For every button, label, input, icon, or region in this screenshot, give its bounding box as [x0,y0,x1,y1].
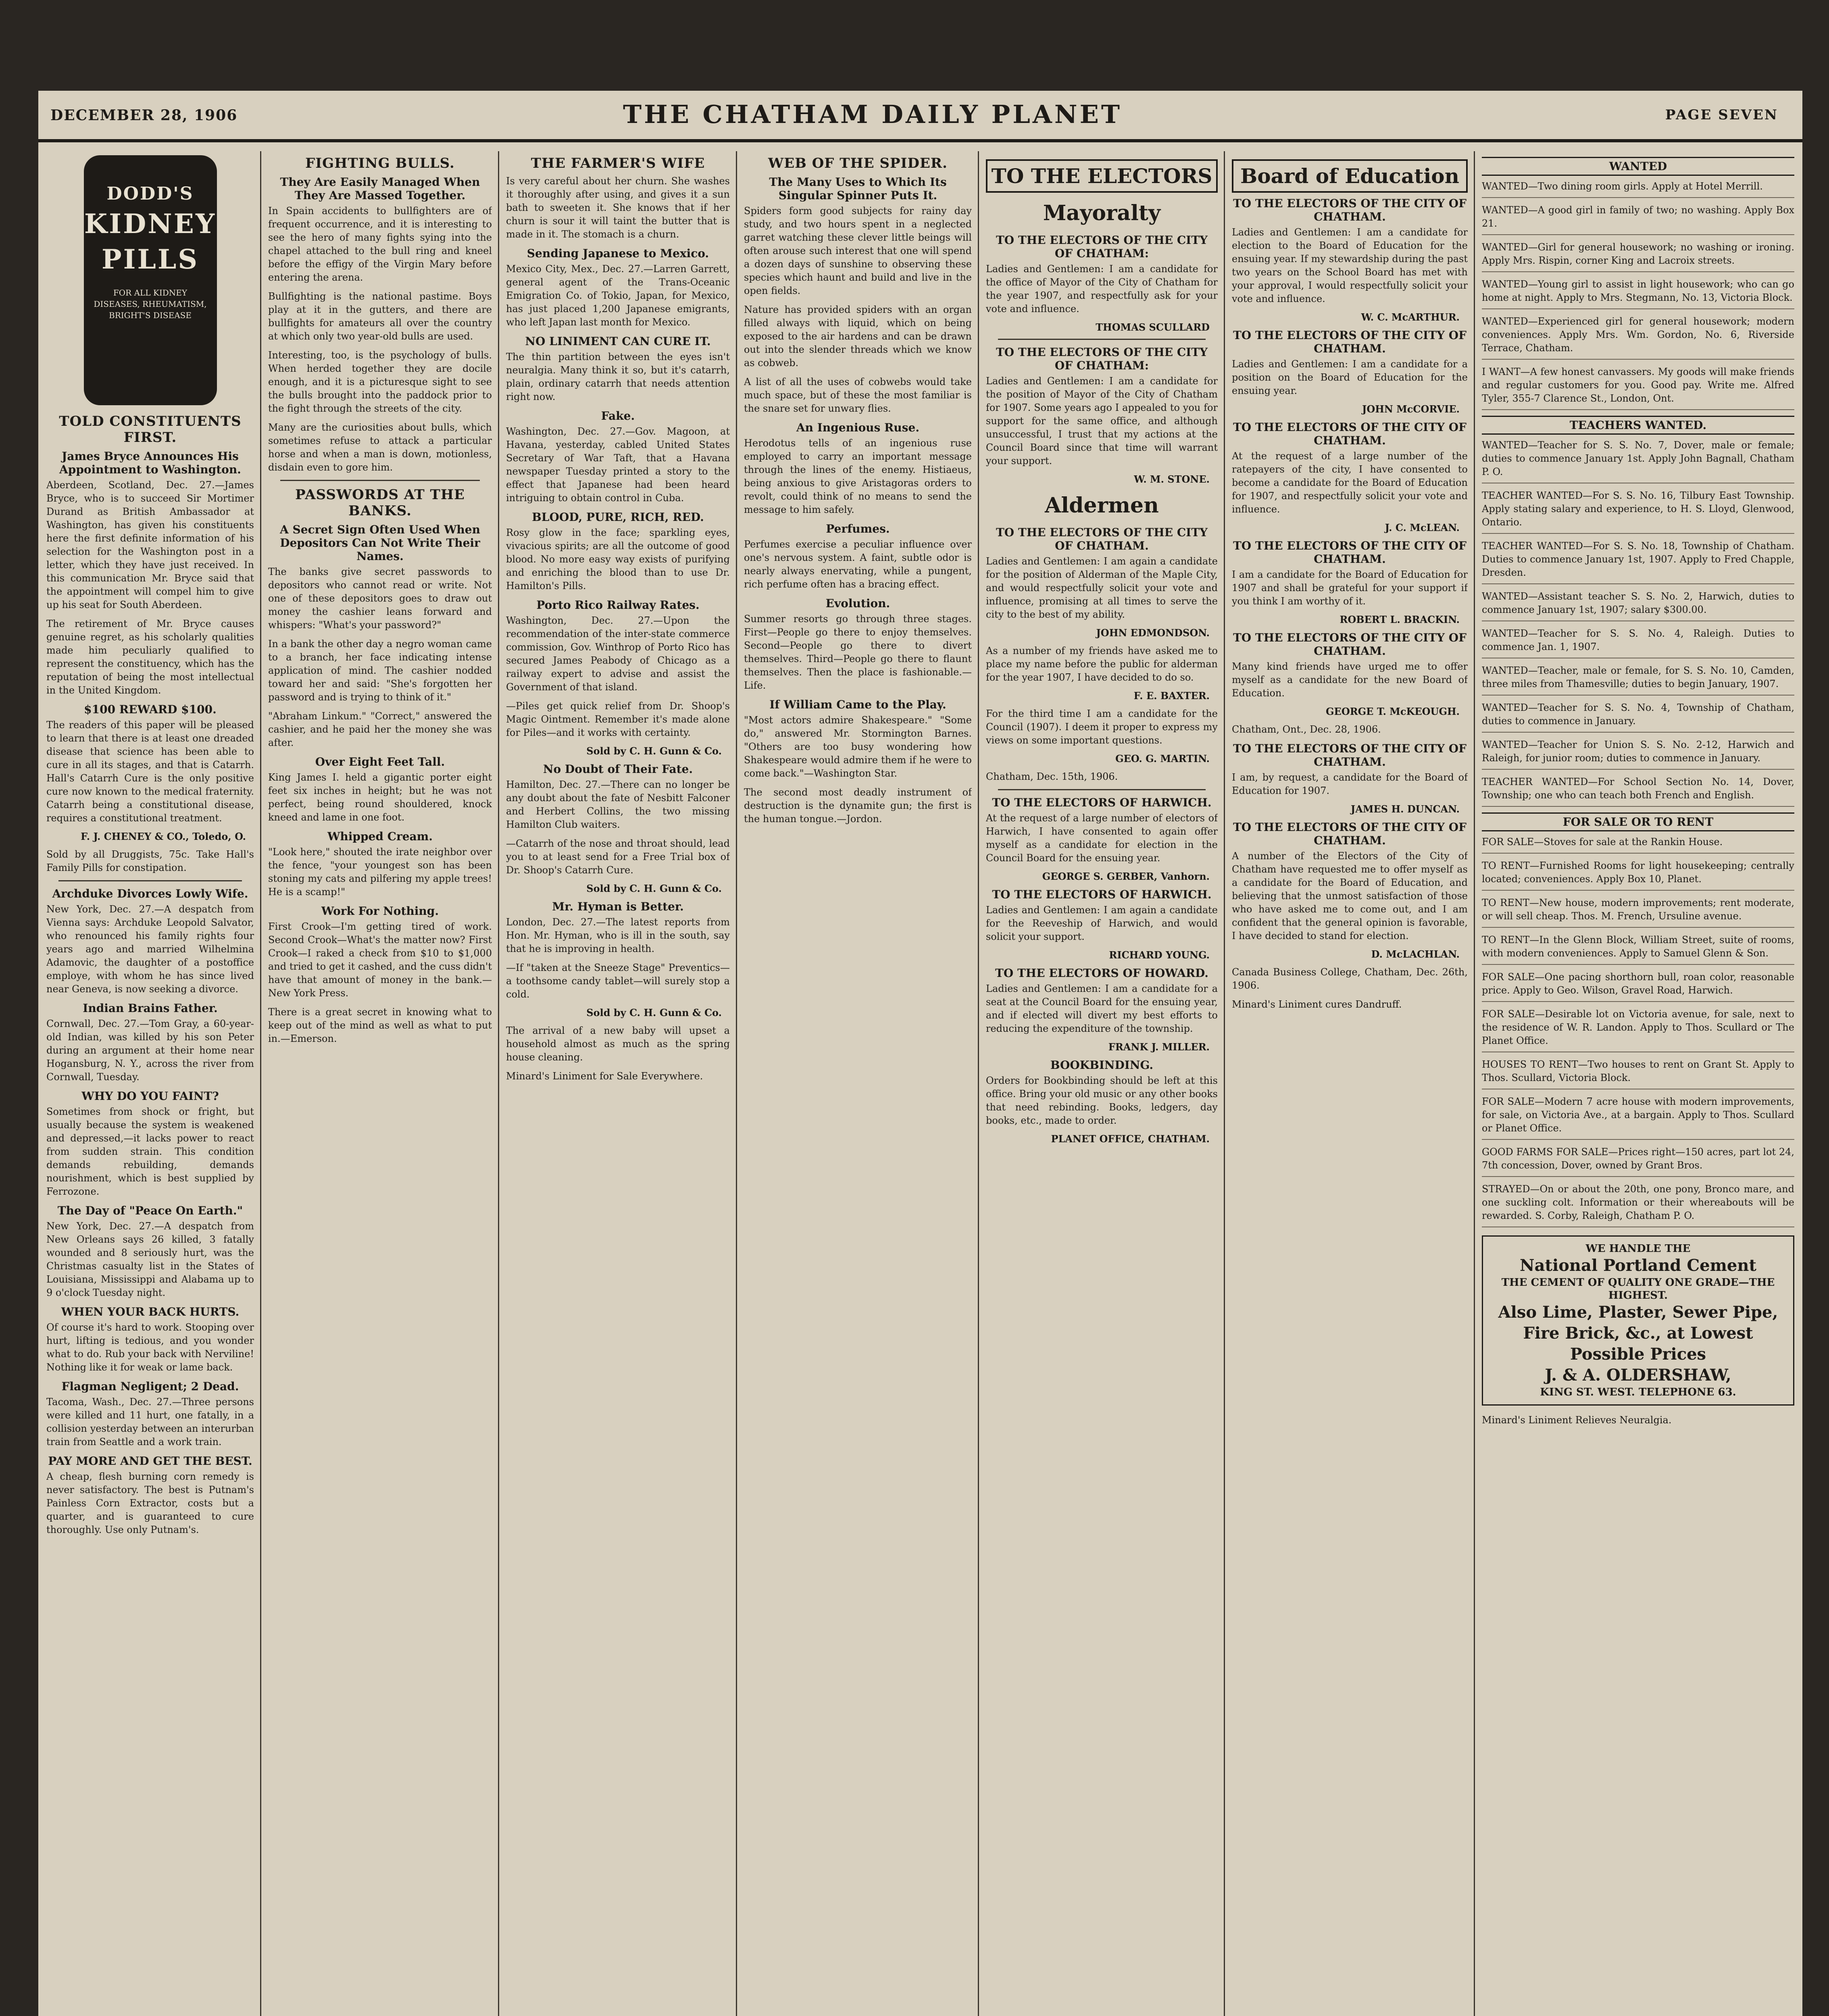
article-text: Tacoma, Wash., Dec. 27.—Three persons were killed and 11 hurt, one fatally, in a collision yesterday between an interurban train from Seattle and a work train. [46,1396,254,1447]
article-text: In Spain accidents to bullfighters are of frequent occurrence, and it is interesting to see the hero of many fights sying into the chapel attached to the bull ring and kneel before the effigy of the Virgin Mary before entering the arena. [268,205,492,283]
address-line: TO THE ELECTORS OF THE CITY OF CHATHAM. [996,526,1208,552]
classified-ad: TEACHER WANTED—For S. S. No. 18, Township of Chatham. Duties to commence January 1st, 1907. Apply to Fred Chapple, Dresden. [1482,539,1794,584]
article-text: Is very careful about her churn. She washes it thoroughly after using, and gives it a sun bath to sweeten it. She knows that if her churn is sour it will taint the butter that is made in it. The stomach is a churn. [506,175,730,240]
signature: GEORGE S. GERBER, Vanhorn. [1042,871,1210,882]
headline: FIGHTING BULLS. [305,155,455,171]
article-text: At the request of a large number of the ratepayers of the city, I have consented to become a candidate for the Board of Education for 1907, and respectfully solicit your vote and influence. [1232,450,1468,515]
classified-ad: WANTED—Teacher for Union S. S. No. 2-12, Harwich and Raleigh, for junior room; duties to commence in January. [1482,738,1794,770]
signature: W. M. STONE. [1134,473,1210,485]
article-text: Interesting, too, is the psychology of bulls. When herded together they are docile enough, and it is a picturesque sight to see the bulls brought into the paddock prior to the fight through the streets of the city. [268,350,492,414]
article-text: First Crook—I'm getting tired of work. Second Crook—What's the matter now? First Crook—I raked a check from $10 to $1,000 and tried to get it cashed, and the cuss didn't have that amount of money in the bank.—New York Press. [268,921,492,999]
pill-tagline: FOR ALL KIDNEY DISEASES, RHEUMATISM, BRIGHT'S DISEASE [94,288,207,320]
article-text: Cornwall, Dec. 27.—Tom Gray, a 60-year-old Indian, was killed by his son Peter during an argument at their home near Hogansburg, N. Y., across the river from Cornwall, Tuesday. [46,1018,254,1083]
signature: JOHN EDMONDSON. [1096,627,1210,639]
signature: F. J. CHENEY & CO., Toledo, O. [81,831,246,842]
section-title: Mayoralty [1043,201,1161,225]
article-text: I am a candidate for the Board of Education for 1907 and shall be grateful for your support if you think I am worthy of it. [1232,569,1468,607]
article-text: Bullfighting is the national pastime. Boys play at it in the gutters, and there are bullfights for amateurs all over the country at which only two year-old bulls are used. [268,291,492,342]
headline: TOLD CONSTITUENTS FIRST. [59,413,242,446]
signature: J. C. McLEAN. [1385,522,1460,533]
classified-ad: FOR SALE—Stoves for sale at the Rankin House. [1482,835,1794,854]
article-text: King James I. held a gigantic porter eight feet six inches in height; but he was not perfect, being round shouldered, knock kneed and lame in one foot. [268,772,492,823]
article-text: In a bank the other day a negro woman came to a branch, her face indicating intense application of mind. The cashier nodded toward her and said: "She's forgotten her password and is trying to think of it." [268,638,492,703]
address-line: TO THE ELECTORS OF THE CITY OF CHATHAM. [1233,539,1467,566]
article-text: A number of the Electors of the City of Chatham have requested me to offer myself as a candidate for the Board of Education, and believing that the unmost satisfaction of those who have asked me to come out, and I am confident that the general opinion is favorable, I have decided to stand for election. [1232,850,1468,941]
divider [998,789,1206,790]
article-text: —Piles get quick relief from Dr. Shoop's Magic Ointment. Remember it's made alone for Piles—and it works with certainty. [506,700,730,738]
article-text: "Abraham Linkum." "Correct," answered the cashier, and he paid her the money she was after. [268,710,492,748]
article-text: Ladies and Gentlemen: I am a candidate for a seat at the Council Board for the ensuing year, and if elected will divert my best efforts to reducing the expenditure of the township. [986,983,1218,1034]
teachers-list [1482,439,1794,807]
classified-ad: WANTED—Teacher for S. S. No. 4, Township of Chatham, duties to commence in January. [1482,701,1794,733]
article-text: Many kind friends have urged me to offer myself as a candidate for the new Board of Education. [1232,661,1468,699]
divider [998,339,1206,340]
article-text: As a number of my friends have asked me to place my name before the public for alderman for the year 1907, I have decided to do so. [986,645,1218,683]
article-text: Nature has provided spiders with an organ filled always with liquid, which on being exposed to the air hardens and can be drawn out into the slender threads which we know as cobweb. [744,304,972,369]
article-text: The banks give secret passwords to depositors who cannot read or write. Not one of these depositors goes to draw out money the cashier leans forward and whispers: "What's your password?" [268,566,492,631]
article-text: Washington, Dec. 27.—Upon the recommendation of the inter-state commerce commission, Gov. Winthrop of Porto Rico has secured James Peabody of Chicago as a railway expert to advise and assist the Government of that island. [506,615,730,693]
kidney-pills-ad [84,155,217,405]
article-text: A cheap, flesh burning corn remedy is never satisfactory. The best is Putnam's Painless Corn Extractor, costs but a quarter, and is guaranteed to cure thoroughly. Use only Putnam's. [46,1471,254,1535]
column-2 [268,151,492,2016]
classified-ad: WANTED—Girl for general housework; no washing or ironing. Apply Mrs. Rispin, corner King and Lacroix streets. [1482,241,1794,272]
article-text: Mexico City, Mex., Dec. 27.—Larren Garrett, general agent of the Trans-Oceanic Emigration Co. of Tokio, Japan, for Mexico, has just placed 1,200 Japanese emigrants, who left Japan last month for Mexico. [506,263,730,328]
article-text: Ladies and Gentlemen: I am a candidate for the office of Mayor of the City of Chatham for the year 1907, and respectfully ask for your vote and influence. [986,263,1218,314]
address-line: TO THE ELECTORS OF THE CITY OF CHATHAM. [1233,742,1467,768]
column-rule [260,151,261,2016]
article-text: Ladies and Gentlemen: I am a candidate for the position of Mayor of the City of Chatham for 1907. Some years ago I appealed to you for support for the same office, and although unsuccessful, I trust that my actions at the Council Board since that time will warrant your support. [986,375,1218,467]
headline: Work For Nothing. [321,904,439,918]
headline: Archduke Divorces Lowly Wife. [52,887,248,900]
article-text: Aberdeen, Scotland, Dec. 27.—James Bryce, who is to succeed Sir Mortimer Durand as British Ambassador at Washington, has given his constituents here the first definite information of his selection for the Washington post in a letter, which they have just received. In this communication Mr. Bryce said that the appointment will compel him to give up his seat for South Aberdeen. [46,479,254,610]
article-text: Washington, Dec. 27.—Gov. Magoon, at Havana, yesterday, cabled United States Secretary of War Taft, that a Havana newspaper Tuesday printed a story to the effect that Japanese had been heard intriguing to obtain control in Cuba. [506,426,730,504]
article-text: Many are the curiosities about bulls, which sometimes refuse to attack a particular horse and when a man is down, motionless, disdain even to gore him. [268,422,492,473]
article-text: Of course it's hard to work. Stooping over hurt, lifting is tedious, and you wonder what to do. Rub your back with Nerviline! Nothing like it for weak or lame back. [46,1322,254,1373]
signature: F. E. BAXTER. [1133,690,1210,702]
headline: BOOKBINDING. [1050,1058,1154,1072]
address-line: TO THE ELECTORS OF HARWICH. [992,888,1212,901]
article-text: Perfumes exercise a peculiar influence over one's nervous system. A faint, subtle odor is nearly always enervating, while a pungent, rich perfume often has a bracing effect. [744,539,972,590]
article-text: —If "taken at the Sneeze Stage" Preventics—a toothsome candy tablet—will surely stop a cold. [506,962,730,1000]
ad-cement: National Portland Cement [1520,1256,1756,1275]
column-rule [1224,151,1225,2016]
headline: WEB OF THE SPIDER. [768,155,948,171]
masthead-title: THE CHATHAM DAILY PLANET [623,100,1122,129]
address-line: TO THE ELECTORS OF THE CITY OF CHATHAM: [996,233,1208,260]
header-rule [38,139,1802,142]
column-3 [506,151,730,2016]
classified-ad: TEACHER WANTED—For School Section No. 14, Dover, Township; one who can teach both French and English. [1482,775,1794,807]
classified-ad: WANTED—Two dining room girls. Apply at Hotel Merrill. [1482,180,1794,198]
headline: Perfumes. [826,522,890,535]
article-text: The thin partition between the eyes isn't neuralgia. Many think it so, but it's catarrh, plain, ordinary catarrh that needs attention right now. [506,351,730,402]
column-4 [744,151,972,2016]
column-1 [46,151,254,2016]
classified-ad: WANTED—Teacher, male or female, for S. S. No. 10, Camden, three miles from Thamesville; duties to begin January, 1907. [1482,664,1794,696]
classified-ad: TO RENT—In the Glenn Block, William Street, suite of rooms, with modern conveniences. Apply to Samuel Glenn & Son. [1482,933,1794,965]
classified-ad: WANTED—Young girl to assist in light housework; who can go home at night. Apply to Mrs. Stegmann, No. 13, Victoria Block. [1482,278,1794,309]
article-text: London, Dec. 27.—The latest reports from Hon. Mr. Hyman, who is ill in the south, say that he is improving in health. [506,916,730,954]
headline: Indian Brains Father. [83,1002,218,1015]
article-text: New York, Dec. 27.—A despatch from New Orleans says 26 killed, 3 fatally wounded and 8 seriously hurt, was the Christmas casualty list in the States of Louisiana, Mississippi and Alabama up to 9 o'clock Tuesday night. [46,1220,254,1298]
column-rule [1474,151,1475,2016]
address-line: TO THE ELECTORS OF THE CITY OF CHATHAM. [1233,421,1467,447]
ad-address: KING ST. WEST. TELEPHONE 63. [1540,1386,1736,1398]
headline: Mr. Hyman is Better. [552,900,684,913]
subheadline: A Secret Sign Often Used When Depositors Can Not Write Their Names. [280,523,480,563]
article-text: Summer resorts go through three stages. First—People go there to enjoy themselves. Second—People go there to divert themselves. Third—People go there to flaunt themselves. Then the place is fashionable.—Life. [744,613,972,691]
cement-ad [1482,1235,1794,1406]
article-text: I am, by request, a candidate for the Board of Education for 1907. [1232,772,1468,796]
classified-ad: FOR SALE—Modern 7 acre house with modern improvements, for sale, on Victoria Ave., at a bargain. Apply to Thos. Scullard or Planet Office. [1482,1095,1794,1140]
headline: PAY MORE AND GET THE BEST. [48,1454,252,1468]
headline: $100 REWARD $100. [84,703,217,716]
address-line: TO THE ELECTORS OF HOWARD. [995,966,1209,980]
article-text: Hamilton, Dec. 27.—There can no longer be any doubt about the fate of Nesbitt Falconer and Herbert Collins, the two missing Hamilton Club waiters. [506,779,730,830]
signature: D. McLACHLAN. [1371,948,1460,960]
classified-ad: TO RENT—Furnished Rooms for light housekeeping; centrally located; conveniences. Apply Box 10, Planet. [1482,859,1794,891]
section-head: WANTED [1482,157,1794,176]
article-text: Canada Business College, Chatham, Dec. 26th, 1906. [1232,966,1468,991]
divider [58,880,242,881]
divider [280,480,480,481]
electors-title: TO THE ELECTORS [986,159,1218,193]
article-text: Rosy glow in the face; sparkling eyes, vivacious spirits; are all the outcome of good blood. No more easy way exists of purifying and enriching the blood than to use Dr. Hamilton's Pills. [506,527,730,591]
column-7 [1482,151,1794,2016]
article-text: Orders for Bookbinding should be left at this office. Bring your old music or any other books that need rebinding. Books, ledgers, day books, etc., made to order. [986,1075,1218,1126]
headline: Whipped Cream. [327,830,433,843]
classified-ad: STRAYED—On or about the 20th, one pony, Bronco mare, and one suckling colt. Information or their whereabouts will be rewarded. S. Corby, Raleigh, Chatham P. O. [1482,1183,1794,1227]
article-text: The readers of this paper will be pleased to learn that there is at least one dreaded disease that science has been able to cure in all its stages, and that is Catarrh. Hall's Catarrh Cure is the only positive cure now known to the medical fraternity. Catarrh being a constitutional disease, requires a constitutional treatment. [46,719,254,824]
classified-ad: WANTED—Experienced girl for general housework; modern conveniences. Apply Mrs. Wm. Gordon, No. 6, Riverside Terrace, Chatham. [1482,315,1794,360]
article-text: Ladies and Gentlemen: I am again a candidate for the Reeveship of Harwich, and would solicit your support. [986,904,1218,942]
classified-ad: GOOD FARMS FOR SALE—Prices right—150 acres, part lot 24, 7th concession, Dover, owned by Grant Bros. [1482,1145,1794,1177]
article-text: Minard's Liniment Relieves Neuralgia. [1482,1414,1672,1426]
section-head: TEACHERS WANTED. [1482,416,1794,435]
wanted-list [1482,180,1794,410]
headline: BLOOD, PURE, RICH, RED. [532,510,704,524]
signature: THOMAS SCULLARD [1096,321,1210,333]
column-5 [986,151,1218,2016]
article-text: Sold by all Druggists, 75c. Take Hall's Family Pills for constipation. [46,849,254,873]
signature: GEORGE T. McKEOUGH. [1326,706,1460,717]
address-line: TO THE ELECTORS OF THE CITY OF CHATHAM: [996,346,1208,372]
column-rule [736,151,737,2016]
sale-list [1482,835,1794,1227]
article-text: New York, Dec. 27.—A despatch from Vienna says: Archduke Leopold Salvator, who renounced his family rights four years ago and married Wilhelmina Adamovic, the daughter of a postoffice employe, with whom he has since lived near Geneva, is now seeking a divorce. [46,904,254,995]
pill-kidney: KIDNEY [84,208,217,240]
pill-pills: PILLS [102,244,199,275]
signature: GEO. G. MARTIN. [1115,753,1210,764]
headline: If William Came to the Play. [769,698,946,711]
headline: PASSWORDS AT THE BANKS. [295,487,465,519]
headline: THE FARMER'S WIFE [531,155,705,171]
signature: FRANK J. MILLER. [1108,1041,1210,1053]
address-line: TO THE ELECTORS OF THE CITY OF CHATHAM. [1233,197,1467,223]
ad-handle: WE HANDLE THE [1585,1243,1691,1255]
headline: The Day of "Peace On Earth." [57,1204,243,1217]
issue-date: DECEMBER 28, 1906 [50,107,238,124]
subheadline: James Bryce Announces His Appointment to Washington. [59,450,241,476]
article-text: Herodotus tells of an ingenious ruse employed to carry an important message through the lines of the enemy. Histiaeus, being anxious to give Aristagoras orders to revolt, could think of no means to send the message to him safely. [744,437,972,515]
board-title: Board of Education [1232,159,1468,193]
signature: JAMES H. DUNCAN. [1350,803,1460,815]
ad-quality: THE CEMENT OF QUALITY ONE GRADE—THE HIGHEST. [1501,1277,1775,1302]
headline: WHEN YOUR BACK HURTS. [61,1305,240,1318]
article-text: At the request of a large number of electors of Harwich, I have consented to again offer myself as a candidate for election in the Council Board for the ensuing year. [986,812,1218,864]
article-text: There is a great secret in knowing what to keep out of the mind as well as what to put in.—Emerson. [268,1006,492,1044]
ad-firm: J. & A. OLDERSHAW, [1545,1366,1731,1385]
address-line: TO THE ELECTORS OF HARWICH. [992,796,1212,809]
headline: NO LINIMENT CAN CURE IT. [525,335,711,348]
signature: PLANET OFFICE, CHATHAM. [1051,1133,1210,1145]
column-rule [498,151,499,2016]
classified-ad: WANTED—Teacher for S. S. No. 7, Dover, male or female; duties to commence January 1st. Apply John Bagnall, Chatham P. O. [1482,439,1794,483]
article-text: Sometimes from shock or fright, but usually because the system is weakened and depressed,—it lacks power to react from sudden strain. This condition demands rebuilding, demands nourishment, which is best supplied by Ferrozone. [46,1106,254,1197]
classified-ad: FOR SALE—One pacing shorthorn bull, roan color, reasonable price. Apply to Geo. Wilson, Gravel Road, Harwich. [1482,971,1794,1002]
signature: ROBERT L. BRACKIN. [1339,614,1460,625]
column-rule [978,151,979,2016]
headline: Fake. [601,409,635,423]
signature: RICHARD YOUNG. [1109,949,1210,961]
subheadline: They Are Easily Managed When They Are Massed Together. [280,175,480,202]
article-text: Ladies and Gentlemen: I am again a candidate for the position of Alderman of the Maple City, and would respectfully solicit your vote and influence, promising at all times to serve the city to the best of my ability. [986,556,1218,620]
signature: Sold by C. H. Gunn & Co. [586,745,722,757]
article-text: The second most deadly instrument of destruction is the dynamite gun; the first is the human tongue.—Jordon. [744,787,972,825]
article-text: The arrival of a new baby will upset a household almost as much as the spring house cleaning. [506,1025,730,1063]
classified-ad: FOR SALE—Desirable lot on Victoria avenue, for sale, next to the residence of W. R. Landon. Apply to Thos. Scullard or The Planet Office. [1482,1008,1794,1052]
ad-lime: Also Lime, Plaster, Sewer Pipe, Fire Brick, &c., at Lowest Possible Prices [1498,1303,1778,1364]
article-text: Minard's Liniment for Sale Everywhere. [506,1070,703,1082]
headline: Sending Japanese to Mexico. [527,247,709,260]
address-line: TO THE ELECTORS OF THE CITY OF CHATHAM. [1233,631,1467,658]
headline: Over Eight Feet Tall. [315,755,445,768]
pill-brand: DODD'S [106,183,194,204]
article-text: —Catarrh of the nose and throat should, lead you to at least send for a Free Trial box of Dr. Shoop's Catarrh Cure. [506,838,730,876]
classified-ad: WANTED—Teacher for S. S. No. 4, Raleigh. Duties to commence Jan. 1, 1907. [1482,627,1794,658]
classified-ad: TEACHER WANTED—For S. S. No. 16, Tilbury East Township. Apply stating salary and experience, to H. S. Lloyd, Glenwood, Ontario. [1482,489,1794,534]
article-text: Spiders form good subjects for rainy day study, and two hours spent in a neglected garret watching these clever little beings will often arouse such interest that one will spend a dozen days of sunshine to observing these species which haunt and build and live in the open fields. [744,205,972,296]
address-line: TO THE ELECTORS OF THE CITY OF CHATHAM. [1233,821,1467,847]
article-text: A list of all the uses of cobwebs would take much space, but of these the most familiar is the snare set for unwary flies. [744,376,972,414]
section-title: Aldermen [1045,493,1159,518]
signature: Sold by C. H. Gunn & Co. [586,1007,722,1018]
classified-ad: I WANT—A few honest canvassers. My goods will make friends and regular customers for you. Good pay. Write me. Alfred Tyler, 355-7 Clarence St., London, Ont. [1482,365,1794,410]
column-6 [1232,151,1468,2016]
classified-ad: HOUSES TO RENT—Two houses to rent on Grant St. Apply to Thos. Scullard, Victoria Block. [1482,1058,1794,1089]
headline: Porto Rico Railway Rates. [536,598,700,612]
newspaper-page [38,91,1802,2016]
classified-ad: WANTED—A good girl in family of two; no washing. Apply Box 21. [1482,204,1794,235]
classified-ad: TO RENT—New house, modern improvements; rent moderate, or will sell cheap. Thos. M. French, Ursuline avenue. [1482,896,1794,928]
headline: An Ingenious Ruse. [796,421,920,434]
article-text: Minard's Liniment cures Dandruff. [1232,999,1402,1010]
headline: Evolution. [825,597,890,610]
signature: W. C. McARTHUR. [1361,311,1460,323]
headline: WHY DO YOU FAINT? [81,1089,219,1103]
article-text: For the third time I am a candidate for the Council (1907). I deem it proper to express my views on some important questions. [986,708,1218,746]
address-line: TO THE ELECTORS OF THE CITY OF CHATHAM. [1233,329,1467,355]
section-head: FOR SALE OR TO RENT [1482,812,1794,831]
headline: Flagman Negligent; 2 Dead. [61,1380,239,1393]
signature: Sold by C. H. Gunn & Co. [586,883,722,894]
subheadline: The Many Uses to Which Its Singular Spinner Puts It. [769,175,947,202]
article-text: "Most actors admire Shakespeare." "Some do," answered Mr. Stormington Barnes. "Others are too busy wondering how Shakespeare would admire them if he were to come back."—Washington Star. [744,714,972,779]
page-label: PAGE SEVEN [1665,107,1778,123]
classified-ad: WANTED—Assistant teacher S. S. No. 2, Harwich, duties to commence January 1st, 1907; salary $300.00. [1482,590,1794,621]
headline: No Doubt of Their Fate. [543,762,693,776]
article-text: Chatham, Dec. 15th, 1906. [986,771,1118,782]
article-text: Chatham, Ont., Dec. 28, 1906. [1232,724,1381,735]
article-text: The retirement of Mr. Bryce causes genuine regret, as his scholarly qualities made him peculiarly qualified to represent the constituency, which has the reputation of being the most intellectual in the United Kingdom. [46,618,254,696]
article-text: Ladies and Gentlemen: I am a candidate for election to the Board of Education for the ensuing year. If my stewardship during the past two years on the School Board has met with your approval, I would respectfully solicit your vote and influence. [1232,227,1468,304]
article-text: Ladies and Gentlemen: I am a candidate for a position on the Board of Education for the ensuing year. [1232,358,1468,396]
article-text: "Look here," shouted the irate neighbor over the fence, "your youngest son has been stoning my cats and pilfering my apple trees! He is a scamp!" [268,846,492,898]
signature: JOHN McCORVIE. [1362,403,1460,415]
